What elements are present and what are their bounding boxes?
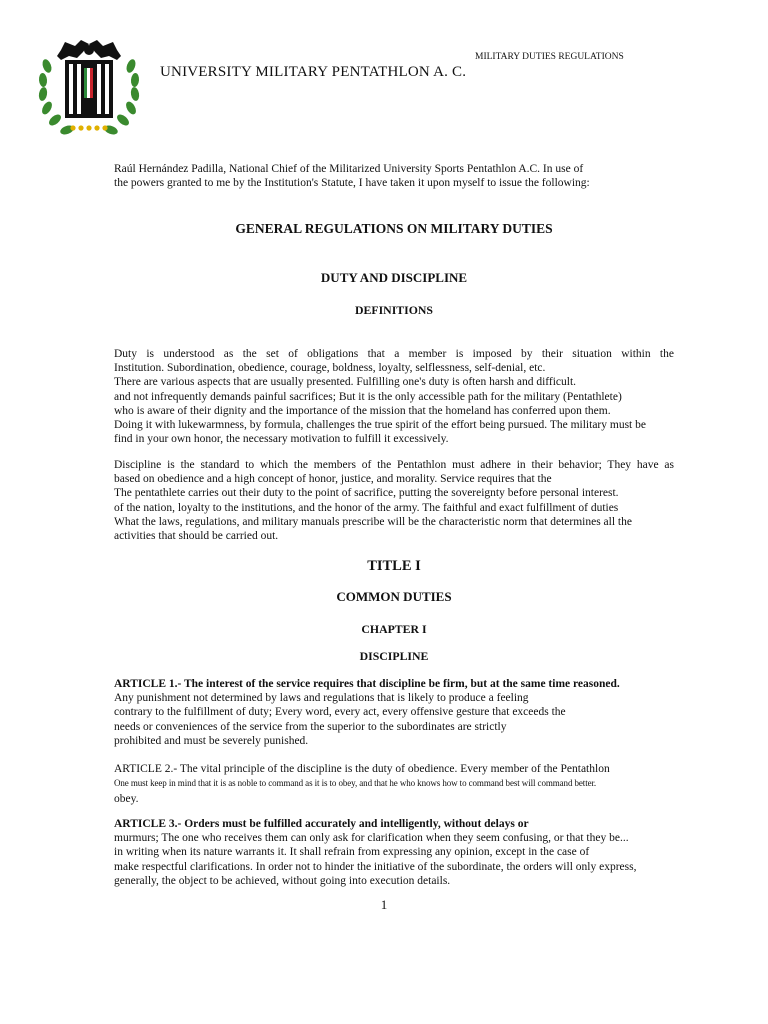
article-lead: ARTICLE 3.- Orders must be fulfilled accurately and intelligently, without delays or [114,818,529,830]
paragraph-line: needs or conveniences of the service from the superior to the subordinates are strictly [114,720,507,733]
paragraph-line: Doing it with lukewarmness, by formula, challenges the true spirit of the effort being pursued. The military must be [114,419,646,432]
paragraph-line: activities that should be carried out. [114,530,279,543]
section-heading-discipline: DISCIPLINE [359,649,429,663]
paragraph-line: prohibited and must be severely punished. [114,734,309,747]
article-3 [114,817,674,888]
paragraph-line: of the nation, loyalty to the institutions, and the honor of the army. The faithful and exact fulfillment of duties [114,501,619,514]
running-head: MILITARY DUTIES REGULATIONS [475,52,624,62]
paragraph-line: What the laws, regulations, and military manuals prescribe will be the characteristic norm that determines all the [114,515,632,528]
paragraph-line: The pentathlete carries out their duty to the point of sacrifice, putting the sovereignty before personal interest. [114,487,619,500]
article-1 [114,677,674,748]
paragraph-line: based on obedience and a high concept of honor, justice, and morality. Service requires that the [114,473,552,486]
intro-line: the powers granted to me by the Institution's Statute, I have taken it upon myself to issue the following: [114,177,590,190]
paragraph-line: who is aware of their dignity and the importance of the mission that the homeland has conferred upon them. [114,404,611,417]
page-number: 1 [380,897,388,912]
article-2 [114,762,674,807]
main-title: GENERAL REGULATIONS ON MILITARY DUTIES [235,221,553,236]
intro-line: Raúl Hernández Padilla, National Chief of the Militarized University Sports Pentathlon A.C. In use of [114,163,584,175]
section-heading-duty-discipline: DUTY AND DISCIPLINE [320,270,468,285]
paragraph-line: One must keep in mind that it is as noble to command as it is to obey, and that he who knows how to command best will command better. [114,778,597,789]
stars-icon [70,125,107,130]
discipline-paragraph [114,458,674,543]
paragraph-line: make respectful clarifications. In order not to hinder the initiative of the subordinate, the orders will only express, [114,860,637,873]
title-heading: TITLE I [367,558,421,574]
paragraph-line: Institution. Subordination, obedience, courage, boldness, loyalty, selflessness, self-denial, etc. [114,362,546,375]
duty-paragraph [114,347,674,446]
paragraph-line: and not infrequently demands painful sacrifices; But it is the only accessible path for the military (Pentathlete) [114,390,622,403]
organization-name: UNIVERSITY MILITARY PENTATHLON A. C. [160,64,467,80]
paragraph-line: ARTICLE 2.- The vital principle of the discipline is the duty of obedience. Every member of the Pentathlon [114,763,610,775]
paragraph-line: There are various aspects that are usually presented. Fulfilling one's duty is often harsh and difficult. [114,376,577,389]
paragraph-line: Any punishment not determined by laws and regulations that is likely to produce a feeling [114,692,529,705]
paragraph-line: Discipline is the standard to which the members of the Pentathlon must adhere in their behavior; They have as [114,459,674,471]
paragraph-line: generally, the object to be achieved, without going into execution details. [114,874,451,887]
paragraph-line: in writing when its nature warrants it. It shall refrain from expressing any opinion, except in the case of [114,846,590,859]
shield-icon [65,60,113,118]
section-heading-common-duties: COMMON DUTIES [336,589,452,604]
paragraph-line: obey. [114,793,139,806]
section-heading-definitions: DEFINITIONS [354,303,433,317]
eagle-icon [57,40,121,60]
paragraph-line: Duty is understood as the set of obligations that a member is imposed by their situation within the [114,348,674,360]
article-lead: ARTICLE 1.- The interest of the service requires that discipline be firm, but at the same time reasoned. [114,678,620,690]
pentathlon-emblem [35,38,143,142]
paragraph-line: find in your own honor, the necessary motivation to fulfill it excessively. [114,433,449,446]
intro-paragraph [114,162,674,190]
paragraph-line: murmurs; The one who receives them can only ask for clarification when they seem confusing, or that they be... [114,832,629,845]
chapter-heading: CHAPTER I [361,622,427,636]
paragraph-line: contrary to the fulfillment of duty; Every word, every act, every offensive gesture that exceeds the [114,706,566,719]
